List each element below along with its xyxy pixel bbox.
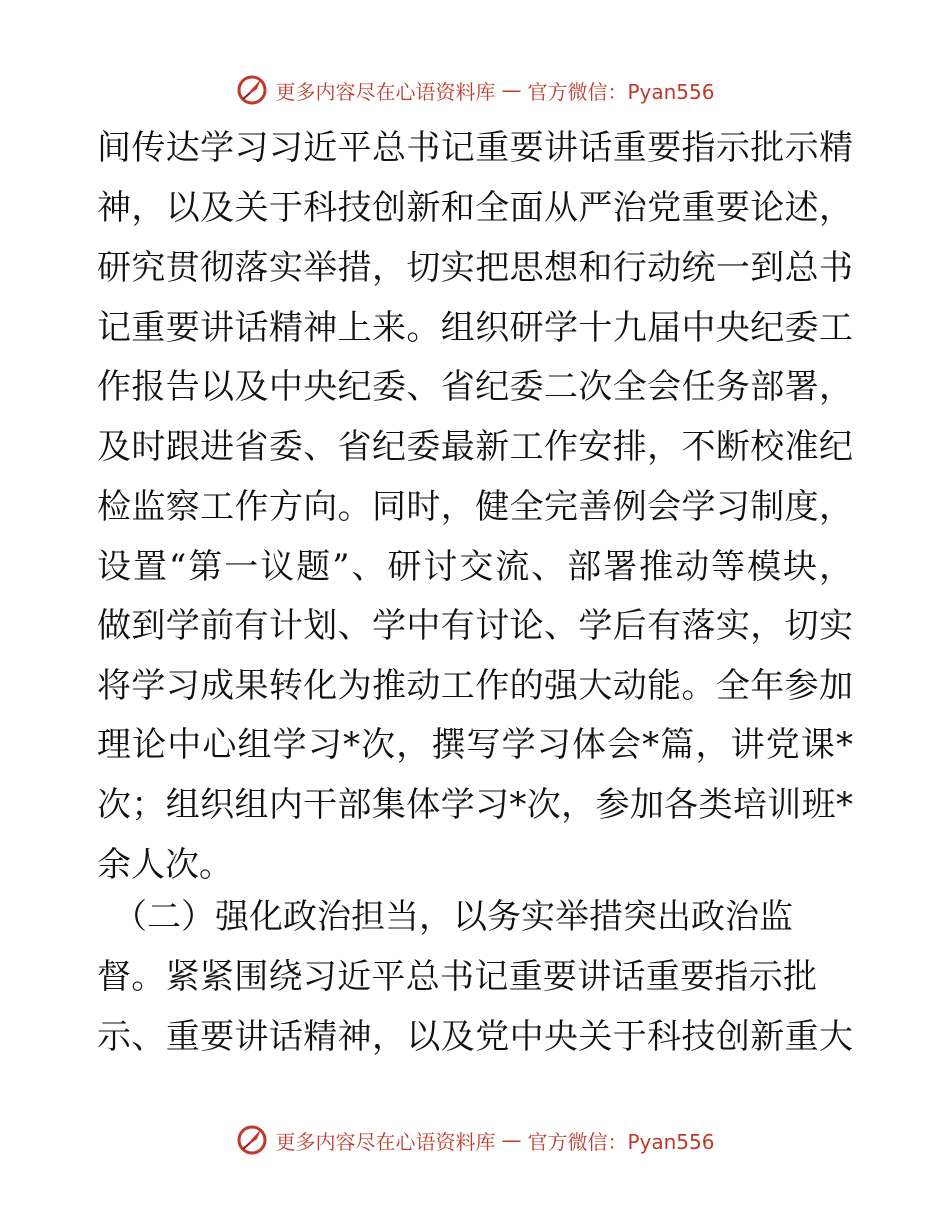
text-line: 督。紧紧围绕习近平总书记重要讲话重要指示批 [97,957,817,997]
text-line: 设置“第一议题”、研讨交流、部署推动等模块， [97,547,853,587]
banner-separator: — [501,1128,522,1152]
footer-banner [0,1122,950,1158]
text-line: 做到学前有计划、学中有讨论、学后有落实，切实 [97,606,853,646]
text-line: 余人次。 [97,845,233,885]
section-heading-line: （二）强化政治担当，以务实举措突出政治监 [113,897,793,937]
banner-site-name: 更多内容尽在心语资料库 [275,1129,496,1154]
text-line: 次；组织组内干部集体学习*次，参加各类培训班* [97,785,853,825]
text-line: 检监察工作方向。同时，健全完善例会学习制度， [97,487,853,527]
text-line: 神，以及关于科技创新和全面从严治党重要论述， [97,188,853,228]
text-line: 示、重要讲话精神，以及党中央关于科技创新重大 [97,1017,853,1057]
text-line: 间传达学习习近平总书记重要讲话重要指示批示精 [97,128,853,168]
text-line: 作报告以及中央纪委、省纪委二次全会任务部署， [97,367,853,407]
text-line: 记重要讲话精神上来。组织研学十九届中央纪委工 [97,308,853,348]
banner-site-name: 更多内容尽在心语资料库 [275,79,496,104]
text-line: 理论中心组学习*次，撰写学习体会*篇，讲党课* [97,725,853,765]
banner-separator: — [501,78,522,102]
quill-logo-icon [235,1123,269,1157]
text-line: 将学习成果转化为推动工作的强大动能。全年参加 [97,666,853,706]
banner-wechat-id: 官方微信：Pyan556 [527,1129,715,1154]
banner-wechat-id: 官方微信：Pyan556 [527,79,715,104]
text-line: 及时跟进省委、省纪委最新工作安排，不断校准纪 [97,427,853,467]
text-line: 研究贯彻落实举措，切实把思想和行动统一到总书 [97,248,853,288]
